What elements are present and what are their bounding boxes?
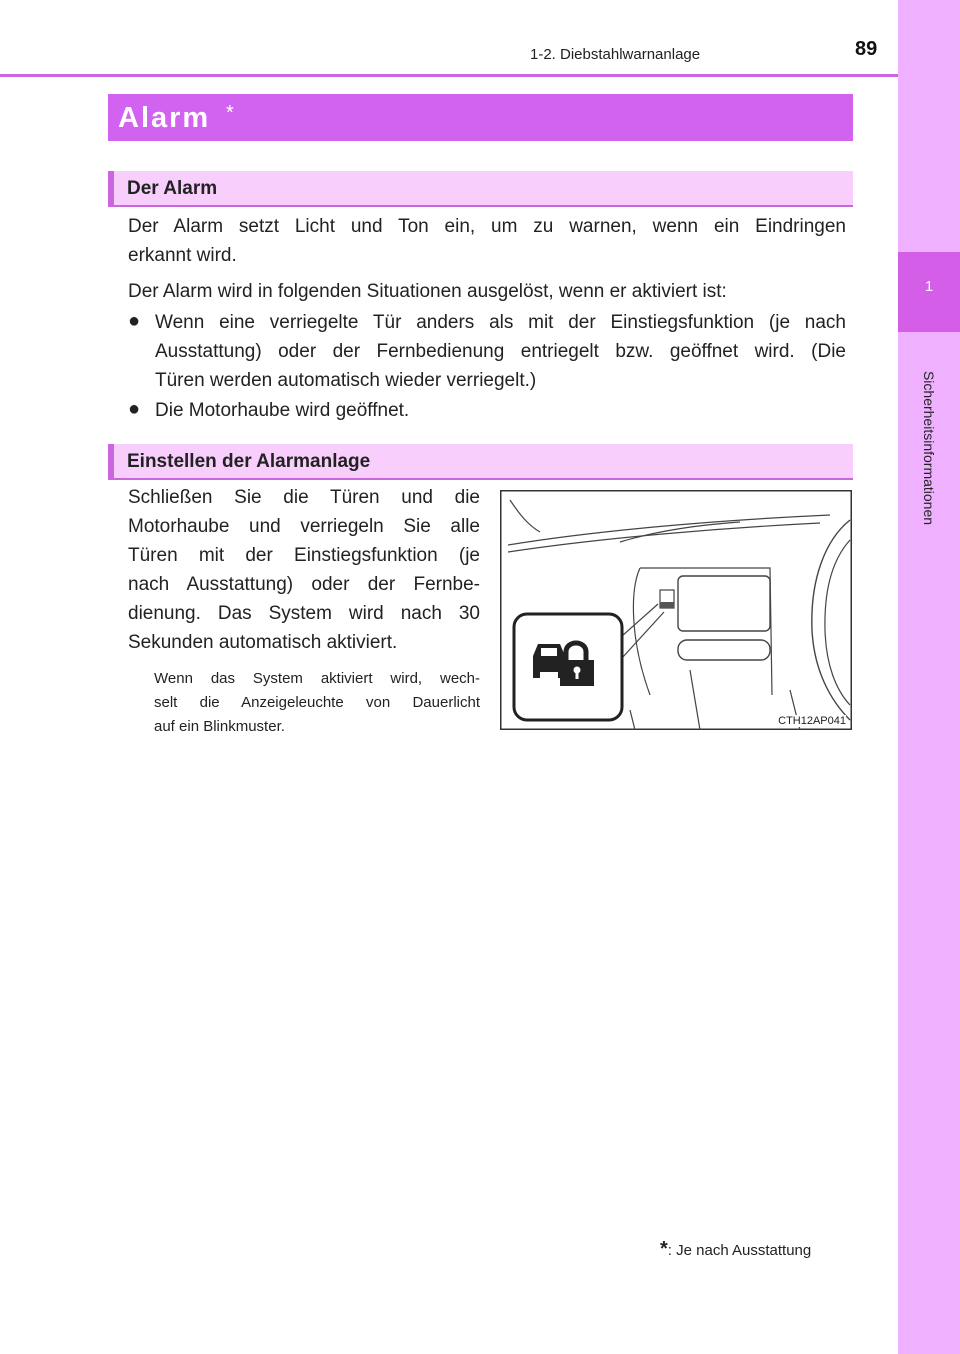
paragraph-line: Türen mit der Einstiegsfunktion (je — [128, 545, 480, 566]
paragraph-line: Motorhaube und verriegeln Sie alle — [128, 516, 480, 537]
note-line: Wenn das System aktiviert wird, wech- — [154, 670, 480, 687]
page-title-bar — [108, 94, 853, 141]
figure-code: CTH12AP041 — [778, 715, 846, 727]
note-line: auf ein Blinkmuster. — [154, 718, 285, 735]
page-number: 89 — [855, 38, 878, 60]
bullet-line: Ausstattung) oder der Fernbedienung entriegelt bzw. geöffnet wird. (Die — [155, 341, 846, 362]
bullet-line: Die Motorhaube wird geöffnet. — [155, 400, 410, 421]
bullet-line: Türen werden automatisch wieder verriegelt.) — [155, 370, 537, 391]
paragraph-line: dienung. Das System wird nach 30 — [128, 603, 480, 624]
running-header-section: 1-2. Diebstahlwarnanlage — [530, 46, 701, 63]
bullet-icon: ● — [128, 310, 141, 332]
section-heading-text: Der Alarm — [127, 178, 218, 199]
dashboard-illustration — [500, 490, 852, 730]
chapter-tab[interactable] — [898, 252, 960, 332]
footnote-text: : Je nach Ausstattung — [667, 1242, 812, 1259]
bullet-line: Wenn eine verriegelte Tür anders als mit der Einstiegsfunktion (je nach — [155, 312, 846, 333]
paragraph-line: Sekunden automatisch aktiviert. — [128, 632, 398, 653]
paragraph: Der Alarm wird in folgenden Situationen ausgelöst, wenn er aktiviert ist: — [128, 281, 727, 302]
dashboard-drawing — [500, 490, 852, 730]
page-title-text: Alarm — [118, 102, 211, 134]
paragraph-line: nach Ausstattung) oder der Fernbe- — [128, 574, 480, 595]
chapter-tab-strip — [898, 0, 960, 1354]
footnote-marker-icon: * — [226, 102, 236, 124]
footnote-marker-icon: * — [660, 1238, 668, 1260]
note-line: selt die Anzeigeleuchte von Dauerlicht — [154, 694, 480, 711]
bullet-icon: ● — [128, 398, 141, 420]
chapter-label: Sicherheitsinformationen — [921, 370, 937, 526]
chapter-number: 1 — [924, 278, 934, 295]
section-heading-einstellen — [108, 444, 853, 480]
footnote — [660, 1238, 811, 1261]
section-heading-text: Einstellen der Alarmanlage — [127, 451, 371, 472]
paragraph-line: erkannt wird. — [128, 245, 237, 266]
page-title — [118, 102, 236, 135]
section-heading-der-alarm — [108, 171, 853, 207]
paragraph-line: Der Alarm setzt Licht und Ton ein, um zu warnen, wenn ein Eindringen — [128, 216, 846, 237]
paragraph-line: Schließen Sie die Türen und die — [128, 487, 480, 508]
header-rule — [0, 74, 898, 77]
